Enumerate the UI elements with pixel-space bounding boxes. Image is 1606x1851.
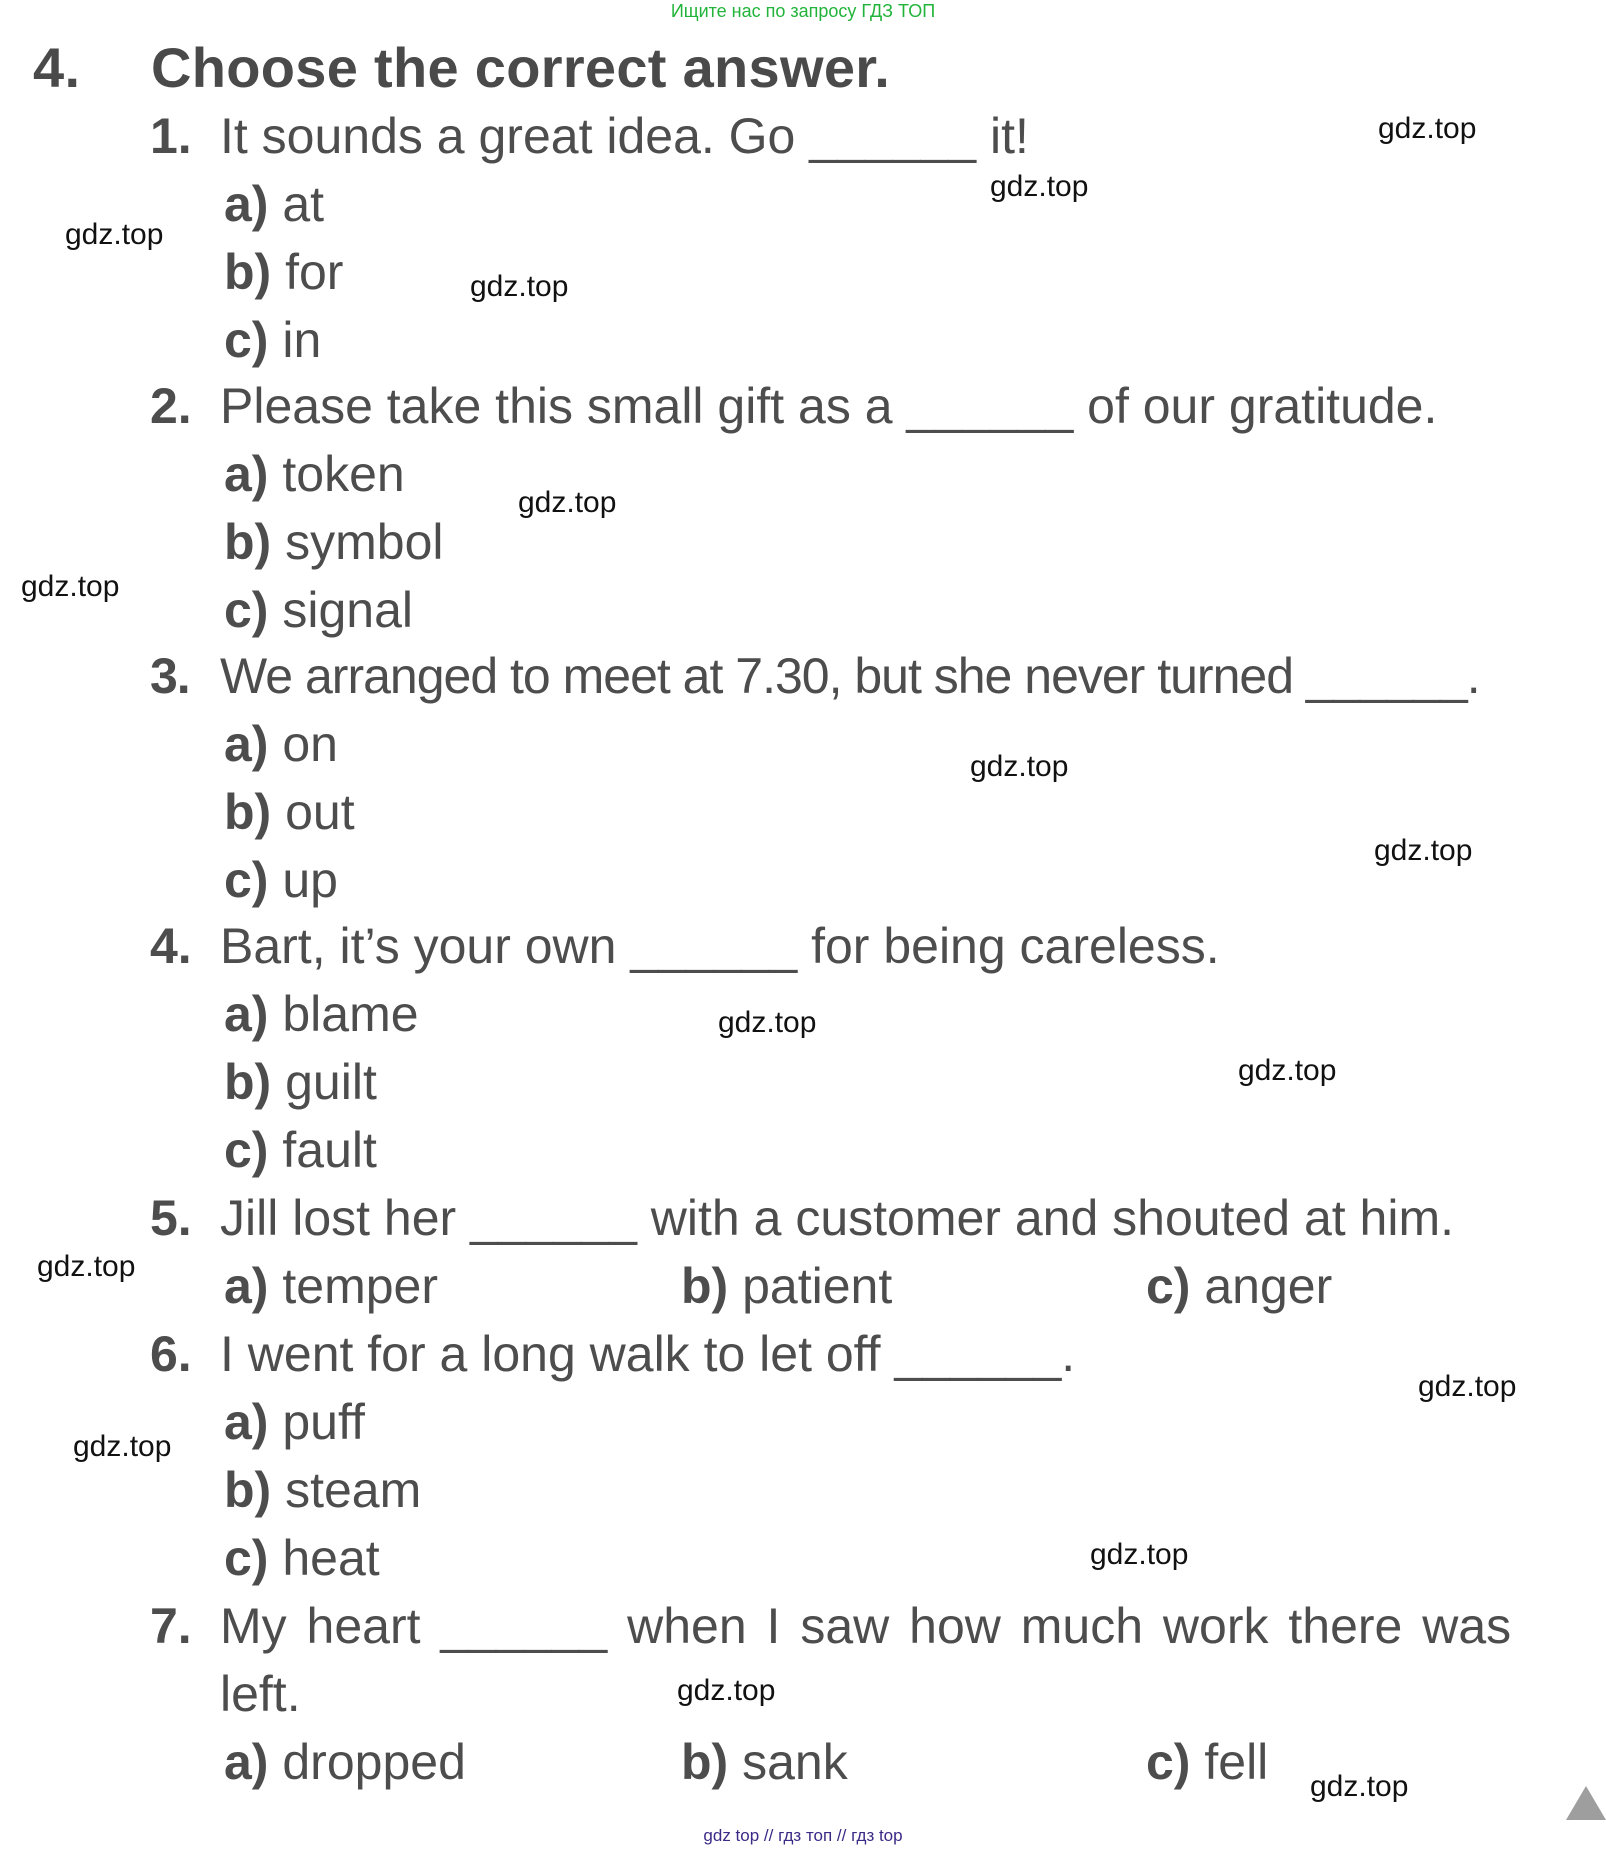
question-number: 4.: [150, 918, 192, 974]
watermark: gdz.top: [1374, 834, 1473, 867]
option-text: signal: [282, 582, 414, 638]
option-text: heat: [282, 1530, 380, 1586]
option-letter: a): [224, 1258, 269, 1314]
watermark: gdz.top: [1310, 1770, 1409, 1803]
option-3a: [224, 714, 338, 774]
option-1a: [224, 174, 324, 234]
option-letter: a): [224, 716, 269, 772]
question-4: [150, 916, 1586, 976]
option-2b: [224, 512, 443, 572]
question-7: [150, 1596, 1586, 1656]
question-number: 6.: [150, 1326, 192, 1382]
question-2: [150, 376, 1586, 436]
watermark: gdz.top: [677, 1674, 776, 1707]
option-letter: b): [681, 1734, 729, 1790]
option-text: fell: [1204, 1734, 1269, 1790]
option-text: puff: [282, 1394, 365, 1450]
question-text: I went for a long walk to let off ______.: [220, 1326, 1076, 1382]
option-text: for: [285, 244, 344, 300]
watermark: gdz.top: [518, 486, 617, 519]
watermark: gdz.top: [21, 570, 120, 603]
option-letter: a): [224, 176, 269, 232]
question-7-continuation: left.: [220, 1666, 301, 1722]
question-1: [150, 106, 1586, 166]
option-text: on: [282, 716, 338, 772]
option-letter: c): [224, 582, 269, 638]
watermark: gdz.top: [970, 750, 1069, 783]
question-number: 3.: [150, 648, 190, 704]
option-letter: a): [224, 986, 269, 1042]
option-7c: [1146, 1732, 1268, 1792]
option-letter: c): [224, 1122, 269, 1178]
exercise-instruction: Choose the correct answer.: [151, 36, 891, 99]
option-5c: [1146, 1256, 1332, 1316]
question-number: 1.: [150, 108, 192, 164]
option-letter: c): [1146, 1734, 1191, 1790]
question-5: [150, 1188, 1586, 1248]
option-4a: [224, 984, 419, 1044]
footer: gdz top // гдз топ // гдз top: [703, 1826, 903, 1845]
option-letter: a): [224, 1394, 269, 1450]
question-number: 2.: [150, 378, 192, 434]
option-letter: c): [224, 1530, 269, 1586]
watermark: gdz.top: [1378, 112, 1477, 145]
option-3c: [224, 850, 338, 910]
option-letter: a): [224, 446, 269, 502]
option-text: dropped: [282, 1734, 466, 1790]
option-6a: [224, 1392, 365, 1452]
option-text: blame: [282, 986, 419, 1042]
triangle-up-icon[interactable]: [1566, 1786, 1606, 1820]
question-text: Bart, it’s your own ______ for being careless.: [220, 918, 1220, 974]
option-7a: [224, 1732, 466, 1792]
exercise-title: [33, 36, 890, 100]
option-letter: c): [1146, 1258, 1191, 1314]
option-3b: [224, 782, 355, 842]
option-letter: c): [224, 852, 269, 908]
option-text: patient: [742, 1258, 893, 1314]
option-5b: [681, 1256, 892, 1316]
watermark: gdz.top: [1418, 1370, 1517, 1403]
option-4b: [224, 1052, 377, 1112]
watermark: gdz.top: [37, 1250, 136, 1283]
question-number: 7.: [150, 1598, 192, 1654]
option-letter: b): [224, 784, 272, 840]
option-4c: [224, 1120, 377, 1180]
option-letter: b): [224, 1054, 272, 1110]
question-text: Please take this small gift as a ______ of our gratitude.: [220, 378, 1438, 434]
option-7b: [681, 1732, 848, 1792]
option-text: fault: [282, 1122, 377, 1178]
watermark: gdz.top: [65, 218, 164, 251]
option-text: in: [282, 312, 322, 368]
option-6c: [224, 1528, 380, 1588]
option-6b: [224, 1460, 421, 1520]
option-text: out: [285, 784, 355, 840]
watermark: gdz.top: [1238, 1054, 1337, 1087]
question-6: [150, 1324, 1586, 1384]
option-text: token: [282, 446, 405, 502]
option-text: symbol: [285, 514, 444, 570]
option-text: anger: [1204, 1258, 1333, 1314]
option-text: steam: [285, 1462, 422, 1518]
option-letter: c): [224, 312, 269, 368]
top-banner: Ищите нас по запросу ГДЗ ТОП: [670, 1, 936, 21]
option-2c: [224, 580, 413, 640]
option-text: at: [282, 176, 325, 232]
watermark: gdz.top: [470, 270, 569, 303]
option-letter: b): [681, 1258, 729, 1314]
question-text: My heart ______ when I saw how much work there was: [220, 1598, 1512, 1654]
watermark: gdz.top: [1090, 1538, 1189, 1571]
option-letter: b): [224, 1462, 272, 1518]
option-1c: [224, 310, 321, 370]
option-text: temper: [282, 1258, 438, 1314]
question-text: Jill lost her ______ with a customer and shouted at him.: [220, 1190, 1455, 1246]
question-text: It sounds a great idea. Go ______ it!: [220, 108, 1029, 164]
option-text: sank: [742, 1734, 848, 1790]
watermark: gdz.top: [990, 170, 1089, 203]
option-text: guilt: [285, 1054, 377, 1110]
option-1b: [224, 242, 343, 302]
option-letter: b): [224, 244, 272, 300]
option-2a: [224, 444, 405, 504]
option-text: up: [282, 852, 338, 908]
exercise-number: 4.: [33, 36, 81, 99]
option-letter: a): [224, 1734, 269, 1790]
question-3: [150, 646, 1586, 706]
watermark: gdz.top: [73, 1430, 172, 1463]
watermark: gdz.top: [718, 1006, 817, 1039]
option-5a: [224, 1256, 438, 1316]
question-text: We arranged to meet at 7.30, but she never turned ______.: [220, 648, 1480, 704]
option-letter: b): [224, 514, 272, 570]
question-number: 5.: [150, 1190, 192, 1246]
